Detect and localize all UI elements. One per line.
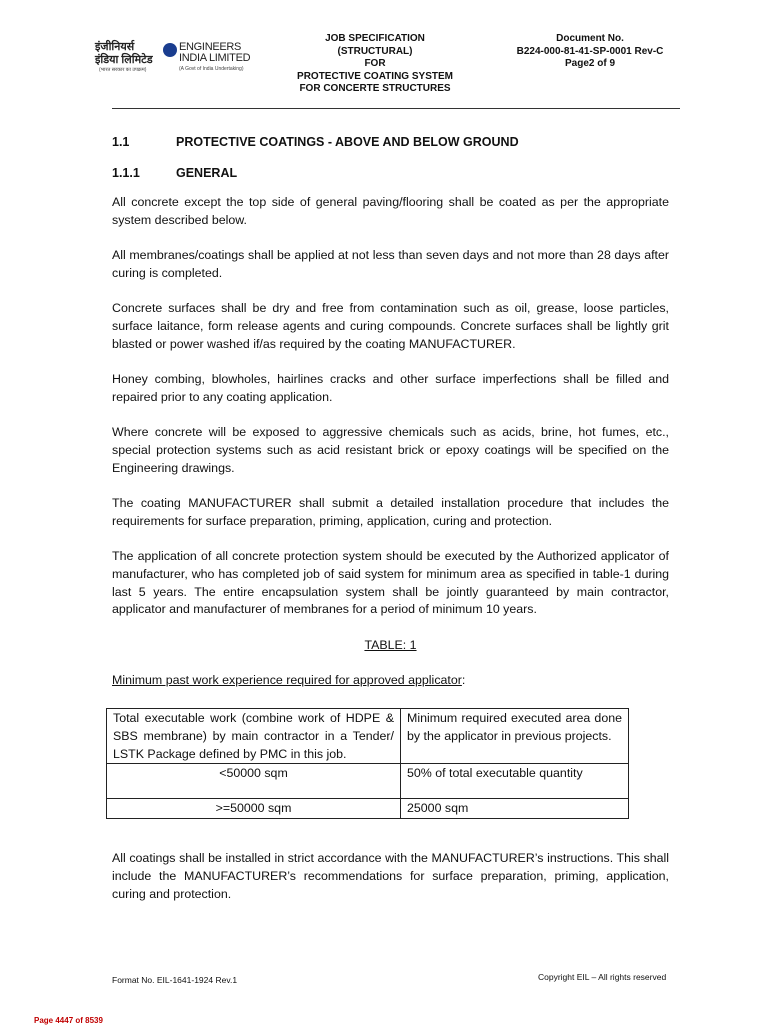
header-title-line: (STRUCTURAL) (337, 45, 413, 57)
table-row (107, 799, 629, 819)
paragraph: The application of all concrete protection system should be executed by the Authorized applicator of manufacturer, who has completed job of said system for minimum area as specified in table-1 during last 5 years. The entire encapsulation system shall be jointly guaranteed by main contractor, applicator and manufacturer of membranes for a period of minimum 10 years. (112, 549, 669, 617)
header-title-line: JOB SPECIFICATION (325, 33, 425, 44)
paragraph: The coating MANUFACTURER shall submit a detailed installation procedure that includes the requirements for surface preparation, priming, application, curing and protection. (112, 496, 669, 528)
table-title-text: TABLE: 1 (364, 638, 417, 652)
header-title-block (280, 33, 470, 96)
subsection-number: 1.1.1 (112, 166, 140, 180)
logo-tagline-hindi: (भारत सरकार का उपक्रम) (99, 67, 147, 73)
logo-brand-line2: INDIA LIMITED (179, 52, 251, 64)
logo-hindi-line2: इंडिया लिमिटेड (95, 54, 153, 66)
header-title-line: PROTECTIVE COATING SYSTEM (297, 70, 453, 82)
eil-logo (95, 40, 255, 76)
header-document-info (490, 33, 690, 71)
page-stamp: Page 4447 of 8539 (34, 1016, 103, 1025)
table-row (107, 764, 629, 799)
paragraph: Honey combing, blowholes, hairlines cracks and other surface imperfections shall be filled and repaired prior to any coating application. (112, 372, 669, 404)
format-number: Format No. EIL-1641-1924 Rev.1 (112, 975, 238, 985)
table-caption-text: Minimum past work experience required for approved applicator (112, 673, 462, 687)
header-title-line: FOR CONCERTE STRUCTURES (299, 83, 451, 94)
table-title (112, 637, 669, 655)
paragraph: Where concrete will be exposed to aggressive chemicals such as acids, brine, hot fumes, etc., special protection systems such as acid resistant brick or epoxy coatings will be specified on the Engineering drawings. (112, 425, 669, 475)
table-caption (112, 672, 669, 690)
header-title-line: FOR (364, 58, 386, 69)
header-divider (112, 108, 680, 109)
table-header-cell: Minimum required executed area done by the applicator in previous projects. (401, 709, 629, 764)
section-number: 1.1 (112, 135, 130, 149)
paragraph: Concrete surfaces shall be dry and free from contamination such as oil, grease, loose particles, surface laitance, form release agents and curing compounds. Concrete surfaces shall be lightly grit blasted or power washed if/as required by the coating MANUFACTURER. (112, 301, 669, 351)
copyright-notice: Copyright EIL – All rights reserved (538, 972, 667, 982)
logo-tagline: (A Govt of India Undertaking) (179, 66, 244, 72)
eil-emblem-icon (163, 43, 177, 57)
paragraph: All concrete except the top side of general paving/flooring shall be coated as per the appropriate system described below. (112, 195, 669, 227)
document-number: B224-000-81-41-SP-0001 Rev-C (516, 45, 664, 57)
table-cell: >=50000 sqm (107, 799, 401, 819)
page-indicator: Page2 of 9 (564, 58, 616, 69)
subsection-title: GENERAL (176, 166, 238, 180)
table-header-cell: Total executable work (combine work of HDPE & SBS membrane) by main contractor in a Tender/ LSTK Package defined by PMC in this job. (107, 709, 401, 764)
section-title: PROTECTIVE COATINGS - ABOVE AND BELOW GROUND (176, 135, 519, 149)
experience-table (106, 708, 629, 819)
logo-hindi-line1: इंजीनियर्स (95, 41, 135, 53)
closing-paragraph: All coatings shall be installed in strict accordance with the MANUFACTURER’s instructions. This shall include the MANUFACTURER’s recommendations for surface preparation, priming, application, curing and protection. (112, 851, 669, 901)
table-header-row (107, 709, 629, 764)
table-caption-colon: : (461, 673, 466, 687)
table-cell: 50% of total executable quantity (401, 764, 629, 799)
document-no-label: Document No. (556, 33, 624, 44)
table-cell: <50000 sqm (107, 764, 401, 799)
paragraph: All membranes/coatings shall be applied at not less than seven days and not more than 28 days after curing is completed. (112, 248, 669, 280)
table-cell: 25000 sqm (401, 799, 629, 819)
logo-brand-line1: ENGINEERS (179, 41, 242, 53)
